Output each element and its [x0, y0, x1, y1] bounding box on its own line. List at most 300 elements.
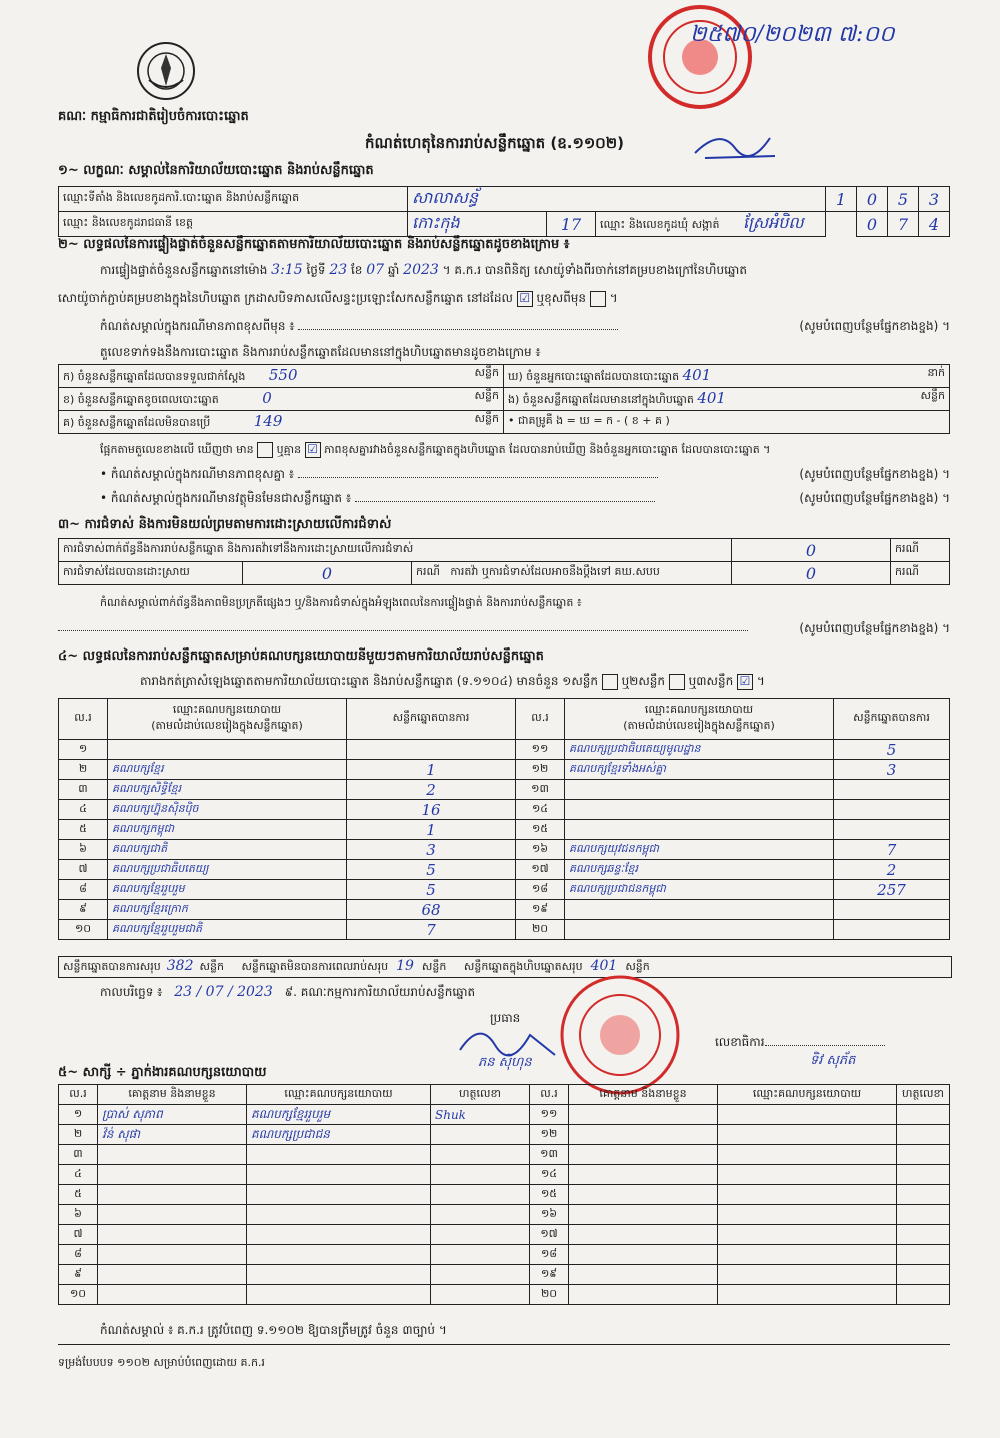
- col-party: [565, 699, 834, 740]
- result-no: ៧: [59, 860, 108, 880]
- col-name: គោត្តនាម និងនាមខ្លួន: [98, 1085, 247, 1105]
- witness-no: ៦: [59, 1205, 98, 1225]
- witness-name: វ៉ន់ សុផា: [98, 1125, 247, 1145]
- seal-text: សោយ៉ូចាក់ភ្ជាប់គម្របខាងក្នុងនៃហិបឆ្នោត ក្រដាសបិទភាសលើសន្ទះប្រឡោះសែកសន្លឹកឆ្នោត នៅដដែល: [58, 291, 513, 305]
- witness-party: [718, 1245, 897, 1265]
- witness-signature: [897, 1205, 950, 1225]
- result-no: ៣: [59, 780, 108, 800]
- station-code-digit: 1: [826, 187, 857, 212]
- unit: សន្លឹក: [920, 389, 945, 402]
- stamp-number: ២៥៧០/២០២៣ ៧:០០: [690, 22, 895, 47]
- col-party-sub: (តាមលំដាប់លេខរៀងក្នុងសន្លឹកឆ្នោត): [623, 719, 775, 732]
- results-table: [58, 698, 950, 940]
- result-party: [565, 800, 834, 820]
- no-discrepancy-label: ឬគ្មាន: [276, 443, 302, 456]
- col-party: ឈ្មោះគណបក្សនយោបាយ: [247, 1085, 431, 1105]
- col-party-title: ឈ្មោះគណបក្សនយោបាយ: [172, 703, 282, 716]
- figure-b-label: ខ) ចំនួនសន្លឹកឆ្នោតខូចពេលបោះឆ្នោត: [63, 393, 219, 406]
- resolved-value: 0: [243, 562, 412, 585]
- commune-code-digit: 7: [888, 212, 919, 237]
- totals-row: [58, 956, 952, 978]
- note-label: • កំណត់សម្គាល់ក្នុងករណីមានវត្ថុមិនមែនជាសន្លឹកឆ្នោត ៖: [100, 491, 352, 505]
- same-checkbox[interactable]: ☑: [517, 291, 533, 307]
- total-box: 401: [590, 958, 618, 974]
- figure-a: [59, 365, 504, 388]
- signature-icon: [690, 118, 790, 168]
- figure-c: [59, 411, 504, 434]
- unit: សន្លឹក: [474, 389, 499, 402]
- unit: សន្លឹក: [625, 960, 650, 973]
- witness-party: គណបក្សប្រជាជន: [247, 1125, 431, 1145]
- result-no: ៩: [59, 900, 108, 920]
- witness-signature: [897, 1105, 950, 1125]
- result-no: ១១: [516, 740, 565, 760]
- one-sheet-checkbox[interactable]: [602, 674, 618, 690]
- witness-no: ៥: [59, 1185, 98, 1205]
- col-votes: សន្លឹកឆ្នោតបានការ: [347, 699, 516, 740]
- note-field[interactable]: [298, 477, 658, 478]
- witness-no: ៩: [59, 1265, 98, 1285]
- witness-no: ១៩: [530, 1265, 569, 1285]
- witness-party: [247, 1225, 431, 1245]
- unit: សន្លឹក: [421, 960, 447, 973]
- result-votes: 68: [347, 900, 516, 920]
- chair-label: ប្រធាន: [490, 1011, 521, 1025]
- secretary-label: លេខាធិការ: [715, 1035, 765, 1049]
- result-no: ៨: [59, 880, 108, 900]
- result-votes: [834, 800, 950, 820]
- org-name: គណៈ កម្មាធិការជាតិរៀបចំការបោះឆ្នោត: [58, 109, 249, 124]
- col-party: [108, 699, 347, 740]
- witness-no: ៨: [59, 1245, 98, 1265]
- witness-name: ប្រាស់ សុភាព: [98, 1105, 247, 1125]
- witness-no: ១៣: [530, 1145, 569, 1165]
- witness-name: [98, 1165, 247, 1185]
- note-line-2: [100, 466, 950, 484]
- result-party: [565, 780, 834, 800]
- witness-row: [59, 1145, 950, 1165]
- result-no: ១: [59, 740, 108, 760]
- result-votes: [834, 920, 950, 940]
- witness-row: [59, 1165, 950, 1185]
- witness-name: [98, 1205, 247, 1225]
- verification-text-rest: ។ គ.ក.រ បានពិនិត្យ សោយ៉ូទាំងពីរចាក់នៅគម្របខាងក្រៅនៃហិបឆ្នោត: [442, 263, 747, 277]
- figures-intro: តួលេខទាក់ទងនឹងការបោះឆ្នោត និងការរាប់សន្លឹកឆ្នោតដែលមាននៅក្នុងហិបឆ្នោតមានដូចខាងក្រោម ៖: [100, 345, 541, 359]
- unit-case: ករណី: [891, 562, 950, 585]
- year-label: ឆ្នាំ: [387, 263, 400, 277]
- result-party: គណបក្សប្រជាធិបតេយ្យមូលដ្ឋាន: [565, 740, 834, 760]
- witness-signature: [897, 1165, 950, 1185]
- result-party: គណបក្សប្រជាធិបតេយ្យ: [108, 860, 347, 880]
- result-votes: 5: [834, 740, 950, 760]
- irregularities-line: [58, 620, 950, 638]
- verification-time: 3:15: [271, 262, 303, 278]
- result-no: ៥: [59, 820, 108, 840]
- complaints-label: ការជំទាស់ពាក់ព័ន្ធនឹងការរាប់សន្លឹកឆ្នោត និងការតវ៉ាទៅនឹងការដោះស្រាយលើការជំទាស់: [59, 539, 732, 562]
- figure-d-label: ឃ) ចំនួនអ្នកបោះឆ្នោតដែលបានបោះឆ្នោត: [508, 370, 680, 383]
- col-no: ល.រ: [59, 699, 108, 740]
- witness-party: [718, 1145, 897, 1165]
- complaints-table: [58, 538, 950, 585]
- verification-day: 23: [329, 262, 348, 278]
- witness-party: [718, 1105, 897, 1125]
- col-party: ឈ្មោះគណបក្សនយោបាយ: [718, 1085, 897, 1105]
- witness-no: ១១: [530, 1105, 569, 1125]
- witness-no: ១៥: [530, 1185, 569, 1205]
- witness-name: [569, 1145, 718, 1165]
- witness-signature: [431, 1125, 530, 1145]
- witness-name: [569, 1185, 718, 1205]
- witness-no: ១៨: [530, 1245, 569, 1265]
- date-line: [100, 984, 475, 1002]
- result-no: ១៨: [516, 880, 565, 900]
- no-discrepancy-checkbox[interactable]: ☑: [305, 442, 321, 458]
- result-party: [565, 920, 834, 940]
- two-sheet-label: ឬ២សន្លឹក: [621, 674, 666, 688]
- note-field[interactable]: [298, 329, 618, 330]
- result-no: ២: [59, 760, 108, 780]
- result-party: គណបក្សឆន្ទៈខ្មែរ: [565, 860, 834, 880]
- total-valid: 382: [166, 958, 194, 974]
- col-no: ល.រ: [530, 1085, 569, 1105]
- figure-a-label: ក) ចំនួនសន្លឹកឆ្នោតដែលបានទទួលជាក់ស្តែង: [63, 370, 246, 383]
- witness-no: ១២: [530, 1125, 569, 1145]
- fill-hint: (សូមបំពេញបន្ថែមផ្នែកខាងខ្នង) ។: [799, 467, 950, 481]
- station-name: សាលាសន្ធ័: [408, 187, 826, 212]
- witness-name: [569, 1165, 718, 1185]
- result-party: គណបក្សខ្មែរ: [108, 760, 347, 780]
- witness-no: ១៦: [530, 1205, 569, 1225]
- has-discrepancy-checkbox[interactable]: [257, 442, 273, 458]
- witness-party: [247, 1165, 431, 1185]
- footer-note: កំណត់សម្គាល់ ៖ គ.ក.រ ត្រូវបំពេញ ទ.១១០២ ឱ្យបានត្រឹមត្រូវ ចំនួន ៣ច្បាប់ ។: [100, 1323, 447, 1337]
- appeal-value: 0: [732, 562, 891, 585]
- col-party-title: ឈ្មោះគណបក្សនយោបាយ: [644, 703, 754, 716]
- discrepancy-text: ផ្អែកតាមតួលេខខាងលើ ឃើញថា មាន: [100, 443, 254, 456]
- footer-form-label: ទម្រង់បែបបទ ១១០២ សម្រាប់បំពេញដោយ គ.ក.រ: [58, 1356, 265, 1369]
- witness-signature: [897, 1245, 950, 1265]
- unit-case: ករណី: [416, 565, 440, 578]
- result-votes: 7: [834, 840, 950, 860]
- witness-name: [569, 1285, 718, 1305]
- unit: សន្លឹក: [199, 960, 224, 973]
- fill-hint: (សូមបំពេញបន្ថែមផ្នែកខាងខ្នង) ។: [799, 621, 950, 635]
- result-no: ១៧: [516, 860, 565, 880]
- figures-table: [58, 364, 950, 434]
- fill-hint: (សូមបំពេញបន្ថែមផ្នែកខាងខ្នង) ។: [799, 319, 950, 333]
- result-votes: [834, 780, 950, 800]
- witness-party: [718, 1225, 897, 1245]
- result-party: [565, 900, 834, 920]
- witness-party: [718, 1185, 897, 1205]
- commune-field: [596, 212, 826, 237]
- witness-name: [569, 1125, 718, 1145]
- chair-name: ភន ស៊ីហុន: [478, 1055, 532, 1070]
- form-title: កំណត់ហេតុនៃការរាប់សន្លឹកឆ្នោត (ឧ.១១០២): [365, 134, 625, 152]
- witness-row: [59, 1125, 950, 1145]
- witness-table: [58, 1084, 950, 1305]
- figure-e: [504, 388, 950, 411]
- col-no: ល.រ: [516, 699, 565, 740]
- station-code-digit: 3: [919, 187, 950, 212]
- total-invalid-label: សន្លឹកឆ្នោតមិនបានការពេលរាប់សរុប: [241, 960, 389, 973]
- witness-party: [718, 1205, 897, 1225]
- witness-signature: [897, 1225, 950, 1245]
- appeal-field: [412, 562, 732, 585]
- result-votes: 5: [347, 860, 516, 880]
- verification-line: [100, 262, 747, 280]
- result-no: ៦: [59, 840, 108, 860]
- seal-line: សោយ៉ូចាក់ភ្ជាប់គម្របខាងក្នុងនៃហិបឆ្នោត ក្រដាសបិទភាសលើសន្ទះប្រឡោះសែកសន្លឹកឆ្នោត នៅដដែល ☑ ឬខុសពីមុន ។: [58, 290, 618, 305]
- verification-month: 07: [366, 262, 385, 278]
- result-votes: 1: [347, 760, 516, 780]
- commune-code-digit: 4: [919, 212, 950, 237]
- note-line-3: [100, 490, 950, 508]
- result-no: ១៤: [516, 800, 565, 820]
- witness-party: [247, 1205, 431, 1225]
- result-votes: 2: [834, 860, 950, 880]
- date-value: 23 / 07 / 2023: [174, 984, 273, 1000]
- official-stamp-icon: [640, 2, 760, 112]
- figure-b: [59, 388, 504, 411]
- witness-signature: [431, 1185, 530, 1205]
- station-label: ឈ្មោះទីតាំង និងលេខកូដការិ.បោះឆ្នោត និងរាប់សន្លឹកឆ្នោត: [59, 187, 408, 212]
- result-no: ២០: [516, 920, 565, 940]
- witness-party: គណបក្សខ្មែររួបរួម: [247, 1105, 431, 1125]
- result-row: [59, 740, 950, 760]
- date-label: កាលបរិច្ឆេទ ៖: [100, 985, 163, 999]
- unit: នាក់: [927, 366, 945, 379]
- result-row: [59, 800, 950, 820]
- province-name: កោះកុង: [408, 212, 547, 237]
- figure-a-value: 550: [268, 366, 298, 384]
- col-sign: ហត្ថលេខា: [897, 1085, 950, 1105]
- discrepancy-rest: ភាពខុសគ្នារវាងចំនួនសន្លឹកឆ្នោតក្នុងហិបឆ្នោត ដែលបានរាប់ឃើញ និងចំនួនអ្នកបោះឆ្នោត ដែលបានបោះឆ្នោត ។: [324, 443, 771, 456]
- witness-no: ៣: [59, 1145, 98, 1165]
- note-line-1: [100, 318, 950, 336]
- witness-name: [98, 1145, 247, 1165]
- witness-no: ២០: [530, 1285, 569, 1305]
- witness-no: ៤: [59, 1165, 98, 1185]
- three-sheet-label: ឬ៣សន្លឹក: [688, 674, 734, 688]
- footer-divider: [58, 1344, 950, 1345]
- result-no: ១០: [59, 920, 108, 940]
- result-votes: 3: [834, 760, 950, 780]
- note-field[interactable]: [58, 630, 748, 631]
- witness-signature: [431, 1205, 530, 1225]
- result-party: គណបក្សខ្មែររួបរួមជាតិ: [108, 920, 347, 940]
- witness-no: ១: [59, 1105, 98, 1125]
- figure-e-label: ង) ចំនួនសន្លឹកឆ្នោតដែលមាននៅក្នុងហិបឆ្នោត: [508, 393, 694, 406]
- result-no: ១៩: [516, 900, 565, 920]
- witness-no: ២: [59, 1125, 98, 1145]
- witness-party: [247, 1285, 431, 1305]
- result-no: ១៦: [516, 840, 565, 860]
- result-row: [59, 780, 950, 800]
- witness-name: [98, 1185, 247, 1205]
- witness-signature: [431, 1285, 530, 1305]
- result-no: ១៣: [516, 780, 565, 800]
- unit-case: ករណី: [891, 539, 950, 562]
- result-row: [59, 920, 950, 940]
- result-row: [59, 760, 950, 780]
- result-no: ១២: [516, 760, 565, 780]
- station-table: [58, 186, 950, 237]
- province-code: 17: [547, 212, 596, 237]
- col-sign: ហត្ថលេខា: [431, 1085, 530, 1105]
- result-votes: [347, 740, 516, 760]
- result-party: គណបក្សយុវជនកម្ពុជា: [565, 840, 834, 860]
- figure-d: [504, 365, 950, 388]
- figure-c-value: 149: [253, 412, 283, 430]
- witness-signature: [897, 1265, 950, 1285]
- witness-name: [98, 1225, 247, 1245]
- witness-no: ១៧: [530, 1225, 569, 1245]
- witness-no: ១៤: [530, 1165, 569, 1185]
- result-votes: [834, 900, 950, 920]
- witness-signature: [897, 1145, 950, 1165]
- witness-party: [718, 1165, 897, 1185]
- figure-b-value: 0: [262, 389, 272, 407]
- witness-row: [59, 1265, 950, 1285]
- result-votes: 257: [834, 880, 950, 900]
- result-votes: 7: [347, 920, 516, 940]
- witness-name: [569, 1205, 718, 1225]
- formula: • ជាគម្រូគឺ ង = ឃ = ក - ( ខ + គ ): [504, 411, 950, 434]
- result-votes: 1: [347, 820, 516, 840]
- section-4-heading: ៤~ លទ្ធផលនៃការរាប់សន្លឹកឆ្នោតសម្រាប់គណបក្សនយោបាយនីមួយៗតាមការិយាល័យរាប់សន្លឹកឆ្នោត: [58, 649, 544, 664]
- col-votes: សន្លឹកឆ្នោតបានការ: [834, 699, 950, 740]
- witness-name: [569, 1225, 718, 1245]
- result-party: គណបក្សជាតិ: [108, 840, 347, 860]
- sheet-count-line: តារាងកត់ត្រាសំឡេងឆ្នោតតាមការិយាល័យបោះឆ្នោត និងរាប់សន្លឹកឆ្នោត (ទ.១១០៤) មានចំនួន ១សន្លឹក ឬ២សន្លឹក ឬ៣សន្លឹក ☑ ។: [140, 673, 765, 688]
- result-party: [565, 820, 834, 840]
- witness-row: [59, 1225, 950, 1245]
- witness-name: [569, 1265, 718, 1285]
- result-party: គណបក្សហ្វ៊ុនស៊ិនប៉ិច: [108, 800, 347, 820]
- col-no: ល.រ: [59, 1085, 98, 1105]
- result-row: [59, 820, 950, 840]
- witness-signature: Shuk: [431, 1105, 530, 1125]
- month-label: ខែ: [350, 263, 363, 277]
- result-row: [59, 900, 950, 920]
- witness-row: [59, 1105, 950, 1125]
- witness-party: [247, 1185, 431, 1205]
- witness-signature: [897, 1125, 950, 1145]
- witness-party: [247, 1265, 431, 1285]
- col-party-sub: (តាមលំដាប់លេខរៀងក្នុងសន្លឹកឆ្នោត): [151, 719, 303, 732]
- section-3-heading: ៣~ ការជំទាស់ និងការមិនយល់ព្រមតាមការដោះស្រាយលើការជំទាស់: [58, 517, 392, 532]
- witness-row: [59, 1185, 950, 1205]
- station-code-digit: 5: [888, 187, 919, 212]
- result-party: គណបក្សខ្មែរទាំងអស់គ្នា: [565, 760, 834, 780]
- witness-signature: [431, 1225, 530, 1245]
- note-field[interactable]: [355, 501, 655, 502]
- witness-name: [98, 1265, 247, 1285]
- unit: សន្លឹក: [474, 412, 499, 425]
- result-no: ១៥: [516, 820, 565, 840]
- witness-row: [59, 1285, 950, 1305]
- result-party: គណបក្សខ្មែររួបរួម: [108, 880, 347, 900]
- witness-row: [59, 1245, 950, 1265]
- result-votes: 16: [347, 800, 516, 820]
- sheet-count-text: តារាងកត់ត្រាសំឡេងឆ្នោតតាមការិយាល័យបោះឆ្នោត និងរាប់សន្លឹកឆ្នោត (ទ.១១០៤) មានចំនួន ១សន្លឹក: [140, 674, 598, 688]
- section-5-heading: ៥~ សាក្សី ÷ ភ្នាក់ងារគណបក្សនយោបាយ: [58, 1065, 267, 1080]
- witness-name: [98, 1285, 247, 1305]
- appeal-label: ការតវ៉ា ឬការជំទាស់ដែលអាចនឹងប្តឹងទៅ គឃ.សបប: [450, 565, 660, 578]
- result-votes: 2: [347, 780, 516, 800]
- differ-checkbox[interactable]: [590, 291, 606, 307]
- secretary-sign-field[interactable]: [765, 1045, 885, 1046]
- irregularities-note: កំណត់សម្គាល់ពាក់ព័ន្ធនឹងភាពមិនប្រក្រតីផ្សេងៗ ឬ/និងការជំទាស់ក្នុងអំឡុងពេលនៃការផ្ទៀងផ្ទាត់ និងការរាប់សន្លឹកឆ្នោត ៖: [100, 596, 582, 609]
- secretary-name: ទិវ សុភ័ត: [810, 1053, 856, 1068]
- complaints-value: 0: [732, 539, 891, 562]
- commune-code-digit: 0: [857, 212, 888, 237]
- result-row: [59, 840, 950, 860]
- figure-d-value: 401: [682, 366, 712, 384]
- witness-no: ៧: [59, 1225, 98, 1245]
- witness-party: [718, 1125, 897, 1145]
- fill-hint: (សូមបំពេញបន្ថែមផ្នែកខាងខ្នង) ។: [799, 491, 950, 505]
- total-invalid: 19: [396, 958, 414, 974]
- result-votes: 3: [347, 840, 516, 860]
- commune-label: ឈ្មោះ និងលេខកូដឃុំ សង្កាត់: [600, 218, 720, 231]
- figure-e-value: 401: [697, 389, 726, 407]
- witness-party: [247, 1145, 431, 1165]
- unit: សន្លឹក: [474, 366, 499, 379]
- result-party: [108, 740, 347, 760]
- differ-label: ឬខុសពីមុន: [536, 291, 587, 305]
- witness-signature: [431, 1245, 530, 1265]
- result-party: គណបក្សខ្មែរក្រោក: [108, 900, 347, 920]
- result-row: [59, 860, 950, 880]
- result-no: ៤: [59, 800, 108, 820]
- note-label: • កំណត់សម្គាល់ក្នុងករណីមានភាពខុសគ្នា ៖: [100, 467, 295, 481]
- section-1-heading: ១~ លក្ខណៈ សម្គាល់នៃការិយាល័យបោះឆ្នោត និងរាប់សន្លឹកឆ្នោត: [58, 163, 374, 178]
- witness-signature: [897, 1285, 950, 1305]
- witness-name: [569, 1245, 718, 1265]
- note-label: កំណត់សម្គាល់ក្នុងករណីមានភាពខុសពីមុន ៖: [100, 319, 295, 333]
- col-name: គោត្តនាម និងនាមខ្លួន: [569, 1085, 718, 1105]
- committee-label: ៩. គណៈកម្មការការិយាល័យរាប់សន្លឹកឆ្នោត: [284, 985, 476, 999]
- witness-signature: [431, 1265, 530, 1285]
- result-party: គណបក្សកម្ពុជា: [108, 820, 347, 840]
- station-code-digit: 0: [857, 187, 888, 212]
- verification-year: 2023: [403, 262, 439, 278]
- result-votes: [834, 820, 950, 840]
- three-sheet-checkbox[interactable]: ☑: [737, 674, 753, 690]
- result-party: គណបក្សប្រជាជនកម្ពុជា: [565, 880, 834, 900]
- secretary-line: [715, 1034, 885, 1052]
- figure-c-label: គ) ចំនួនសន្លឹកឆ្នោតដែលមិនបានប្រើ: [63, 416, 211, 429]
- two-sheet-checkbox[interactable]: [669, 674, 685, 690]
- witness-row: [59, 1205, 950, 1225]
- section-2-heading: ២~ លទ្ធផលនៃការផ្ទៀងផ្ទាត់ចំនួនសន្លឹកឆ្នោតតាមការិយាល័យបោះឆ្នោត និងរាប់សន្លឹកឆ្នោតដូចខាងក្រោម ៖: [58, 237, 570, 252]
- commune-name: ស្រែអំបិល: [743, 213, 804, 232]
- committee-stamp-icon: [555, 970, 685, 1100]
- national-emblem-icon: [135, 40, 197, 102]
- province-label: ឈ្មោះ និងលេខកូដរាជធានី ខេត្ត: [59, 212, 408, 237]
- resolved-label: ការជំទាស់ដែលបានដោះស្រាយ: [59, 562, 243, 585]
- witness-name: [569, 1105, 718, 1125]
- total-valid-label: សន្លឹកឆ្នោតបានការសរុប: [63, 960, 161, 973]
- witness-signature: [897, 1185, 950, 1205]
- witness-name: [98, 1245, 247, 1265]
- witness-party: [247, 1245, 431, 1265]
- witness-signature: [431, 1165, 530, 1185]
- result-votes: 5: [347, 880, 516, 900]
- result-party: គណបក្សសិទ្ធិខ្មែរ: [108, 780, 347, 800]
